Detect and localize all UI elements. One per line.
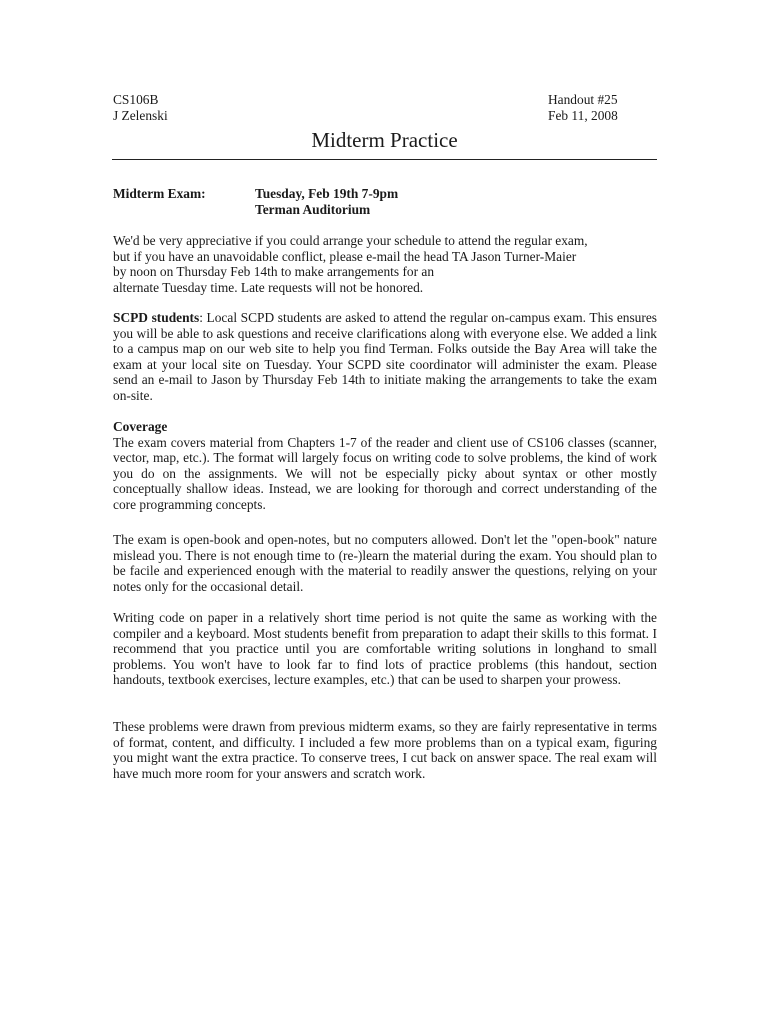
attendance-paragraph [113,233,657,295]
attendance-line-4: alternate Tuesday time. Late requests will not be honored. [113,279,424,295]
attendance-line-3: by noon on Thursday Feb 14th to make arrangements for an [113,264,435,279]
scpd-text [113,310,657,403]
title-divider [112,159,657,160]
coverage-heading: Coverage [113,419,168,434]
attendance-line-1: We'd be very appreciative if you could arrange your schedule to attend the regular exam, [113,233,588,248]
writing-code-text: Writing code on paper in a relatively short time period is not quite the same as working with the compiler and a keyboard. Most students benefit from preparation to adapt their skills to this format. I recommend that you practice until you are comfortable writing solutions in longhand to small problems. You won't have to look far to find lots of practice problems (this handout, section handouts, textbook exercises, lecture examples, etc.) that can be used to sharpen your prowess. [113,610,657,687]
exam-time: Tuesday, Feb 19th 7-9pm [255,186,399,201]
course-code: CS106B [113,92,159,107]
coverage-section [113,419,657,512]
page-title: Midterm Practice [311,128,458,152]
coverage-text: The exam covers material from Chapters 1-7 of the reader and client use of CS106 classes (scanner, vector, map, etc.). The format will largely focus on writing code to solve problems, the kind of work you do on the assignments. We will not be especially picky about syntax or other mostly conceptually shallow ideas. Instead, we are looking for thorough and correct understanding of the core programming concepts. [113,434,657,512]
problems-paragraph [113,719,657,781]
scpd-label: SCPD students [113,310,200,325]
open-book-text: The exam is open-book and open-notes, but no computers allowed. Don't let the "open-book" nature mislead you. There is not enough time to (re-)learn the material during the exam. You should plan to be facile and experienced enough with the material to readily answer the questions, relying on your notes only for the occasional detail. [113,532,657,594]
exam-label: Midterm Exam: [113,186,206,201]
scpd-paragraph [113,310,657,403]
attendance-line-2: but if you have an unavoidable conflict, please e-mail the head TA Jason Turner-Maier [113,248,577,264]
open-book-paragraph [113,532,657,594]
writing-code-paragraph [113,610,657,688]
author-name: J Zelenski [113,107,168,123]
header-right [548,92,618,123]
handout-number: Handout #25 [548,92,618,107]
handout-date: Feb 11, 2008 [548,107,618,123]
exam-details [255,186,398,217]
problems-text: These problems were drawn from previous midterm exams, so they are fairly representative in terms of format, content, and difficulty. I included a few more problems than on a typical exam, figuring you might want the extra practice. To conserve trees, I cut back on answer space. The real exam will have much more room for your answers and scratch work. [113,719,657,781]
header-left [113,92,168,123]
exam-location: Terman Auditorium [255,201,371,217]
scpd-body: : Local SCPD students are asked to attend the regular on-campus exam. This ensures you will be able to ask questions and receive clarifications along with everyone else. We added a link to a campus map on our web site to help you find Terman. Folks outside the Bay Area will take the exam at your local site on Tuesday. Your SCPD site coordinator will administer the exam. Please send an e-mail to Jason by Thursday Feb 14th to initiate making the arrangements to take the exam on-site. [113,310,657,403]
